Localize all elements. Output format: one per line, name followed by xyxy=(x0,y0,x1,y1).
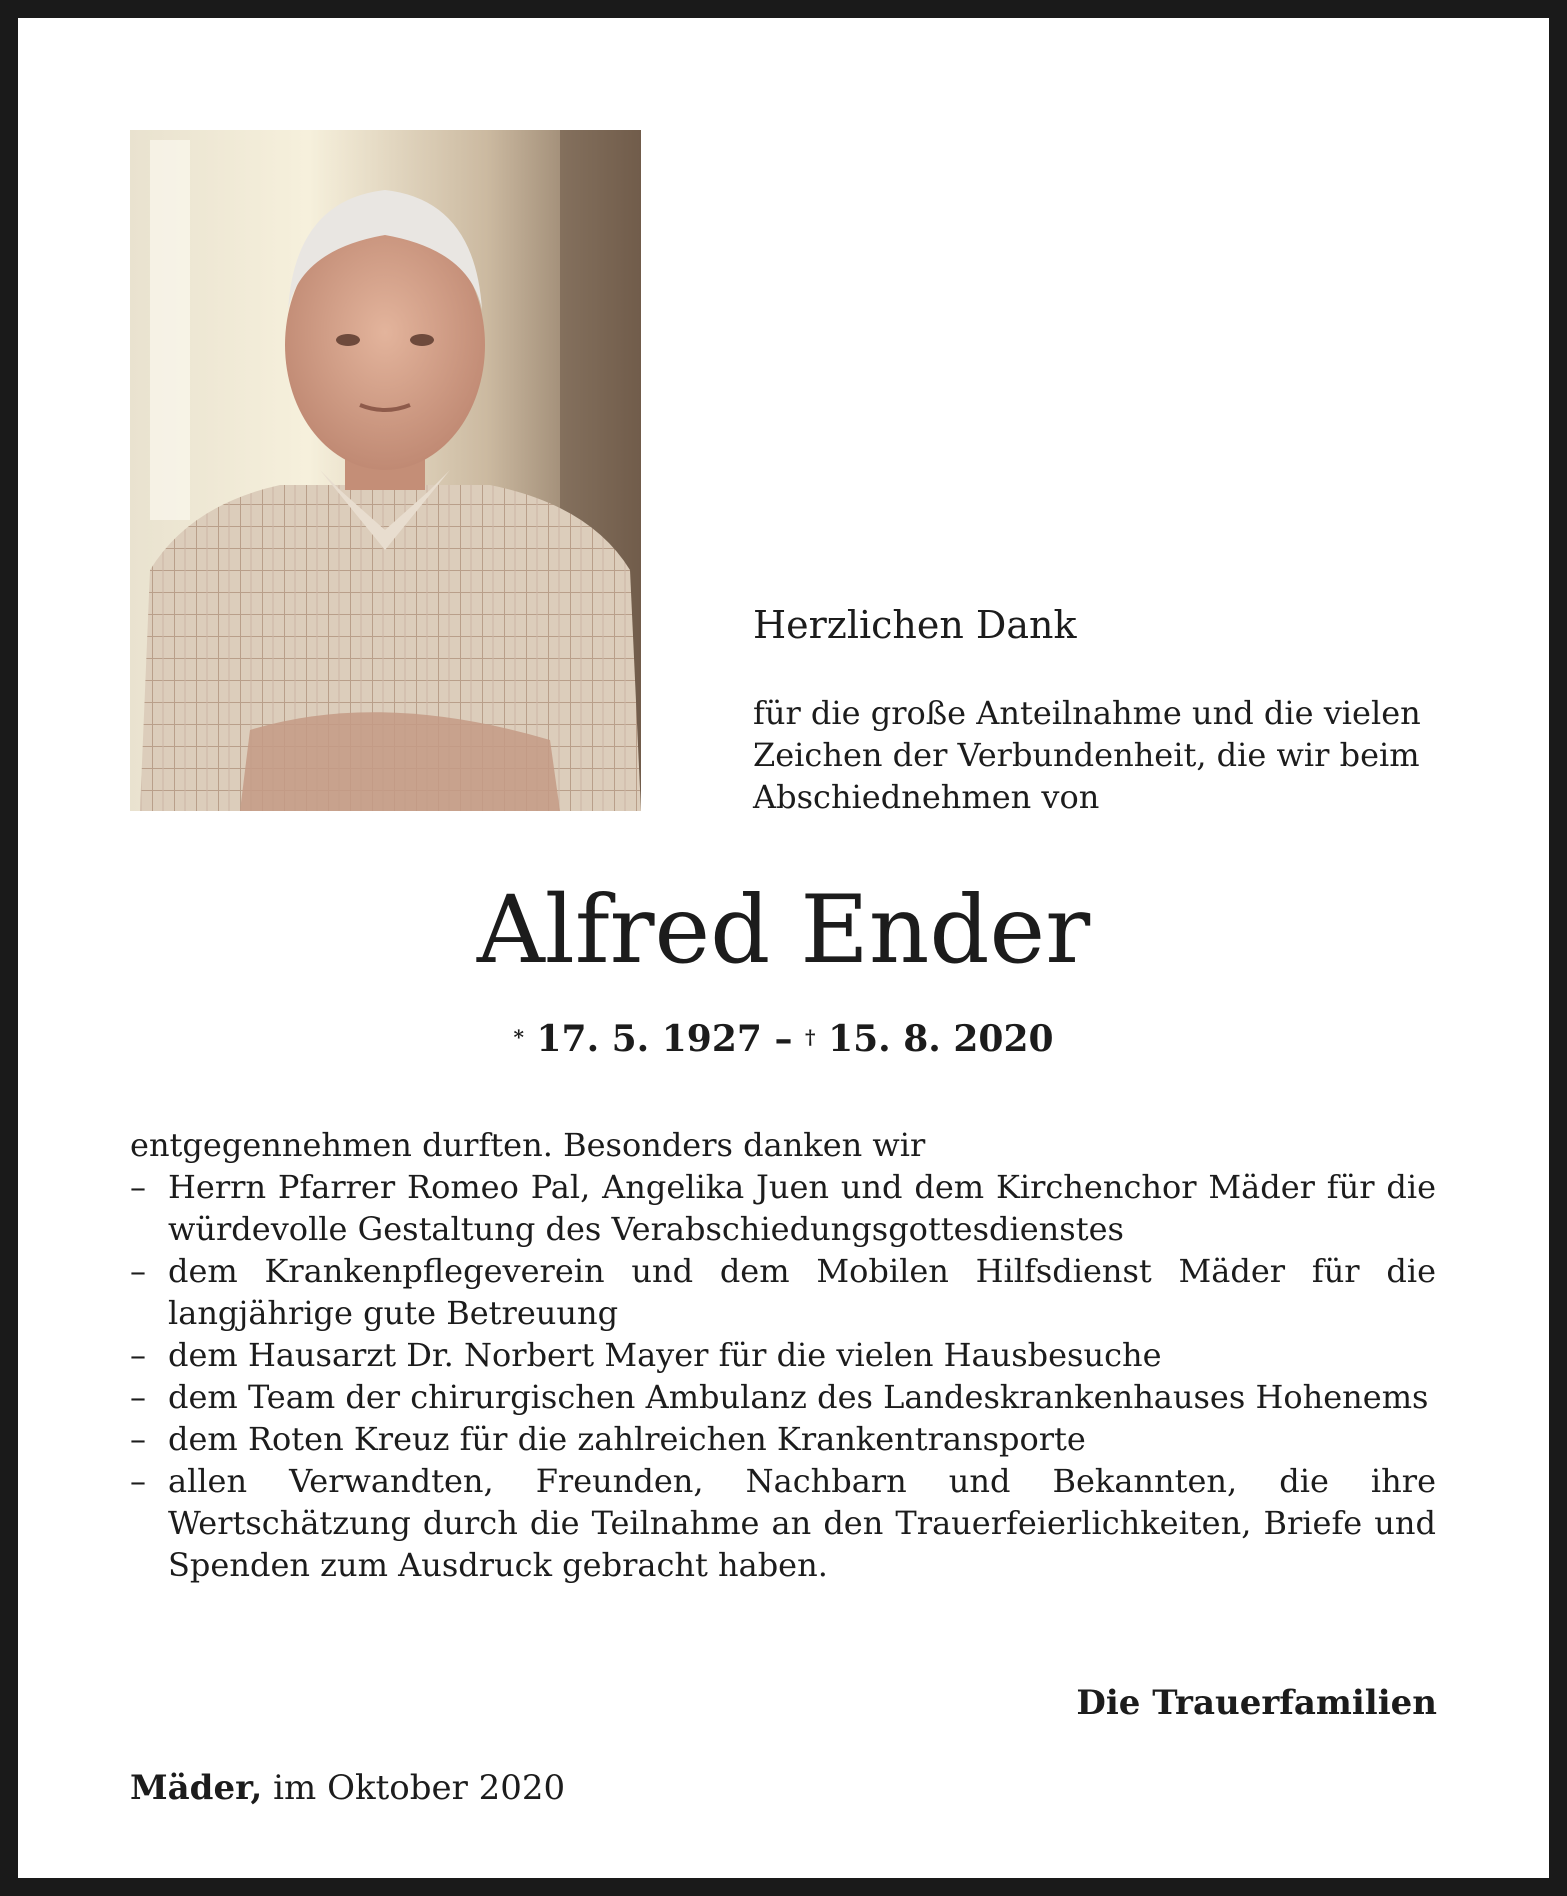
list-item: – Herrn Pfarrer Romeo Pal, Angelika Juen und dem Kirchenchor Mäder für die würdevolle Gestaltung des Verabschiedungsgottesdienstes xyxy=(130,1166,1436,1250)
intro-line: Abschiednehmen von xyxy=(753,778,1100,816)
signature: Die Trauerfamilien xyxy=(1076,1683,1437,1723)
intro-line: für die große Anteilnahme und die vielen xyxy=(753,694,1421,732)
date-separator: – xyxy=(774,1018,793,1060)
portrait-photo-icon xyxy=(130,130,641,811)
list-item: – dem Roten Kreuz für die zahlreichen Krankentransporte xyxy=(130,1418,1436,1460)
lead-text: entgegennehmen durften. Besonders danken wir xyxy=(130,1126,926,1164)
portrait-photo xyxy=(130,130,641,811)
death-symbol: † xyxy=(805,1025,816,1049)
place: Mäder, xyxy=(130,1768,263,1808)
birth-symbol: * xyxy=(513,1025,524,1049)
thanks-body xyxy=(130,1124,1436,1586)
life-dates xyxy=(0,1017,1567,1061)
list-item: – allen Verwandten, Freunden, Nachbarn und Bekannten, die ihre Wertschätzung durch die Teilnahme an den Trauerfeierlichkeiten, Briefe und Spenden zum Ausdruck gebracht haben. xyxy=(130,1460,1436,1586)
intro-text xyxy=(753,692,1443,818)
list-item: – dem Krankenpflegeverein und dem Mobilen Hilfsdienst Mäder für die langjährige gute Betreuung xyxy=(130,1250,1436,1334)
date: im Oktober 2020 xyxy=(273,1768,566,1808)
list-item: – dem Team der chirurgischen Ambulanz des Landeskrankenhauses Hohenems xyxy=(130,1376,1436,1418)
deceased-name: Alfred Ender xyxy=(476,876,1091,985)
intro-line: Zeichen der Verbundenheit, die wir beim xyxy=(753,736,1420,774)
place-date xyxy=(130,1766,565,1810)
thanks-heading: Herzlichen Dank xyxy=(753,603,1077,647)
birth-date: 17. 5. 1927 xyxy=(536,1018,762,1060)
thanks-list xyxy=(130,1166,1436,1586)
list-item: – dem Hausarzt Dr. Norbert Mayer für die vielen Hausbesuche xyxy=(130,1334,1436,1376)
death-date: 15. 8. 2020 xyxy=(828,1018,1054,1060)
